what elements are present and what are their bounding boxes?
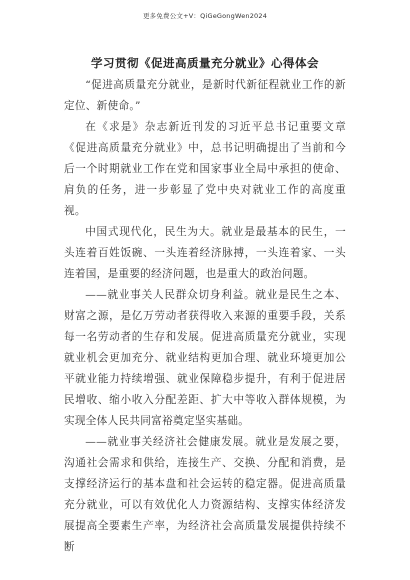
document-body	[64, 75, 346, 558]
paragraph-people-interest: ——就业事关人民群众切身利益。就业是民生之本、财富之源，是亿万劳动者获得收入来源的重要手段，关系每一名劳动者的生存和发展。促进高质量充分就业，实现就业机会更加充分、就业结构更加合理、就业环境更加公平就业能力持续增强、就业保障稳步提升，有利于促进居民增收、缩小收入分配差距、扩大中等收入群体规模，为实现全体人民共同富裕奠定坚实基础。	[64, 289, 346, 427]
paragraph-minsheng: 中国式现代化，民生为大。就业是最基本的民生，一头连着百姓饭碗、一头连着经济脉搏，一头连着家、一头连着国，是重要的经济问题，也是重大的政治问题。	[64, 226, 346, 280]
document-title: 学习贯彻《促进高质量充分就业》心得体会	[91, 56, 319, 70]
paragraph-economic-development: ——就业事关经济社会健康发展。就业是发展之要，沟通社会需求和供给，连接生产、交换、分配和消费，是支撑经济运行的基本盘和社会运转的稳定器。促进高质量充分就业，可以有效优化人力资源结构、支撑实体经济发展提高全要素生产率，为经济社会高质量发展提供持续不断	[64, 436, 346, 553]
paragraph-qiushi: 在《求是》杂志新近刊发的习近平总书记重要文章《促进高质量充分就业》中，总书记明确提出了当前和今后一个时期就业工作在党和国家事业全局中承担的使命、肩负的任务，进一步彰显了党中央对就业工作的高度重视。	[64, 121, 346, 217]
header-watermark: 更多免费公文+V：QiGeGongWen2024	[142, 12, 268, 20]
paragraph-quote: “促进高质量充分就业，是新时代新征程就业工作的新定位、新使命。”	[64, 79, 346, 112]
